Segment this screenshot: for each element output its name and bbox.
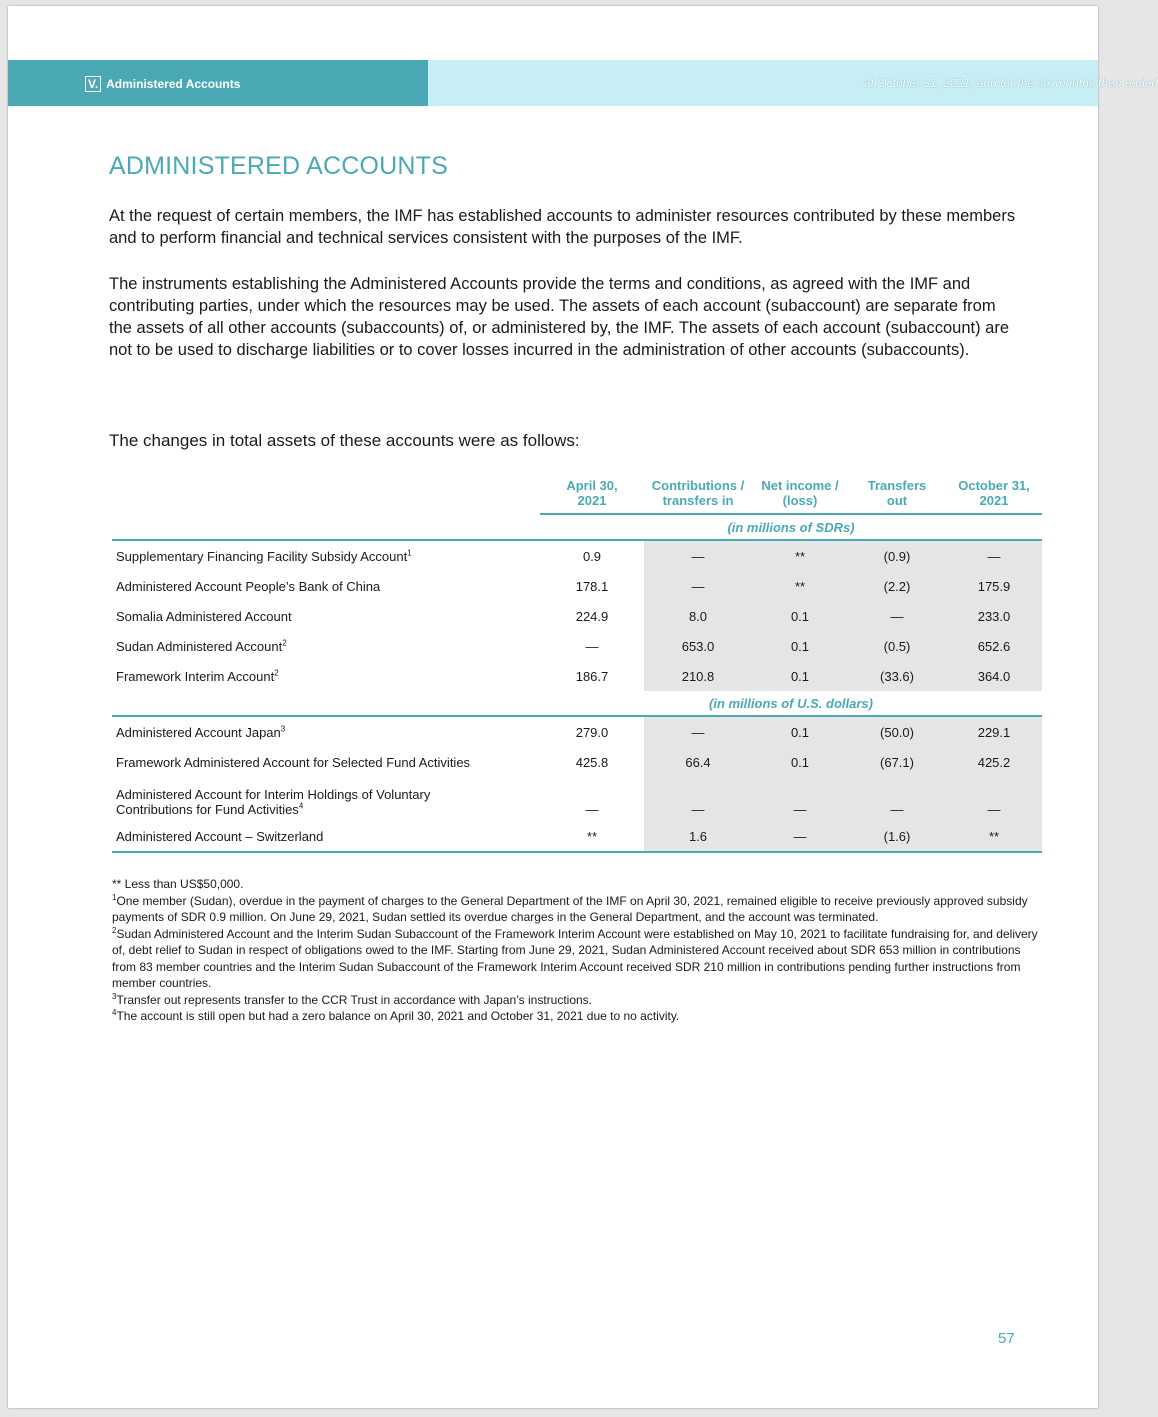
unit-label-usd: (in millions of U.S. dollars) xyxy=(540,691,1042,716)
header-transfers-out: Transfers out xyxy=(848,476,946,514)
footnotes xyxy=(112,876,1042,1025)
table-row: Administered Account for Interim Holdings of Voluntary Contributions for Fund Activities$^4$ — — — — — xyxy=(112,777,1042,821)
page-title: ADMINISTERED ACCOUNTS xyxy=(109,152,448,180)
header-right-band xyxy=(428,60,1158,106)
table-row: Framework Interim Account$^2$ 186.7 210.8 0.1 (33.6) 364.0 xyxy=(112,661,1042,691)
header-left-band xyxy=(8,60,428,106)
footnote-2: $^2$Sudan Administered Account and the Interim Sudan Subaccount of the Framework Interim Account were established on May 10, 2021 to facilitate fundraising for, and delivery of, debt relief to Sudan in respect of obligations owed to the IMF. Starting from June 29, 2021, Sudan Administered Account received about SDR 653 million in contributions from 83 member countries and the Interim Sudan Subaccount of the Framework Interim Account received SDR 210 million in contributions pending further instructions from member countries. xyxy=(112,925,1038,990)
header-april-2021: April 30, 2021 xyxy=(540,476,644,514)
table-row: Supplementary Financing Facility Subsidy Account$^1$ 0.9 — ** (0.9) — xyxy=(112,540,1042,571)
header-net-income: Net income / (loss) xyxy=(752,476,848,514)
table-row: Framework Administered Account for Selected Fund Activities 425.8 66.4 0.1 (67.1) 425.2 xyxy=(112,747,1042,777)
footnote-3: $^3$Transfer out represents transfer to the CCR Trust in accordance with Japan’s instructions. xyxy=(112,991,592,1007)
paragraph-1: At the request of certain members, the IMF has established accounts to administer resources contributed by these members and to perform financial and technical services consistent with the purposes of the IMF. xyxy=(109,207,1016,247)
section-title: Administered Accounts xyxy=(106,77,241,91)
header-contributions: Contributions / transfers in xyxy=(644,476,752,514)
header-october-2021: October 31, 2021 xyxy=(946,476,1042,514)
table-row: Administered Account – Switzerland ** 1.6 — (1.6) ** xyxy=(112,821,1042,852)
table-header-row xyxy=(112,476,1042,514)
table-row: Administered Account People’s Bank of China 178.1 — ** (2.2) 175.9 xyxy=(112,571,1042,601)
document-page xyxy=(8,6,1158,1408)
table-row: Administered Account Japan$^3$ 279.0 — 0.1 (50.0) 229.1 xyxy=(112,716,1042,747)
table-intro: The changes in total assets of these accounts were as follows: xyxy=(109,431,580,450)
period-label: at October 31, 2021, and for the six months then ended xyxy=(864,76,1158,90)
footnote-4: $^4$The account is still open but had a zero balance on April 30, 2021 and October 31, 2021 due to no activity. xyxy=(112,1008,680,1023)
footnote-stars: ** Less than US$50,000. xyxy=(112,877,244,891)
table-row: Somalia Administered Account 224.9 8.0 0.1 — 233.0 xyxy=(112,601,1042,631)
table-row: Sudan Administered Account$^2$ — 653.0 0.1 (0.5) 652.6 xyxy=(112,631,1042,661)
unit-label-sdr: (in millions of SDRs) xyxy=(540,514,1042,540)
page-number: 57 xyxy=(998,1330,1015,1347)
accounts-table xyxy=(112,476,1042,853)
unit-row-sdr xyxy=(112,514,1042,540)
header-blank xyxy=(112,476,540,514)
running-header xyxy=(8,60,1158,106)
section-roman: V. xyxy=(85,76,101,92)
paragraph-2: The instruments establishing the Administered Accounts provide the terms and conditions, as agreed with the IMF and contributing parties, under which the resources may be used. The assets of each account (subaccount) are separate from the assets of all other accounts (subaccounts) of, or administered by, the IMF. The assets of each account (subaccount) are not to be used to discharge liabilities or to cover losses incurred in the administration of other accounts (subaccounts). xyxy=(109,275,1010,359)
unit-row-usd xyxy=(112,691,1042,716)
section-label xyxy=(85,76,240,92)
footnote-1: $^1$One member (Sudan), overdue in the payment of charges to the General Department of the IMF on April 30, 2021, remained eligible to receive previously approved subsidy payments of SDR 0.9 million. On June 29, 2021, Sudan settled its overdue charges in the General Department, and the account was terminated. xyxy=(112,892,1028,924)
